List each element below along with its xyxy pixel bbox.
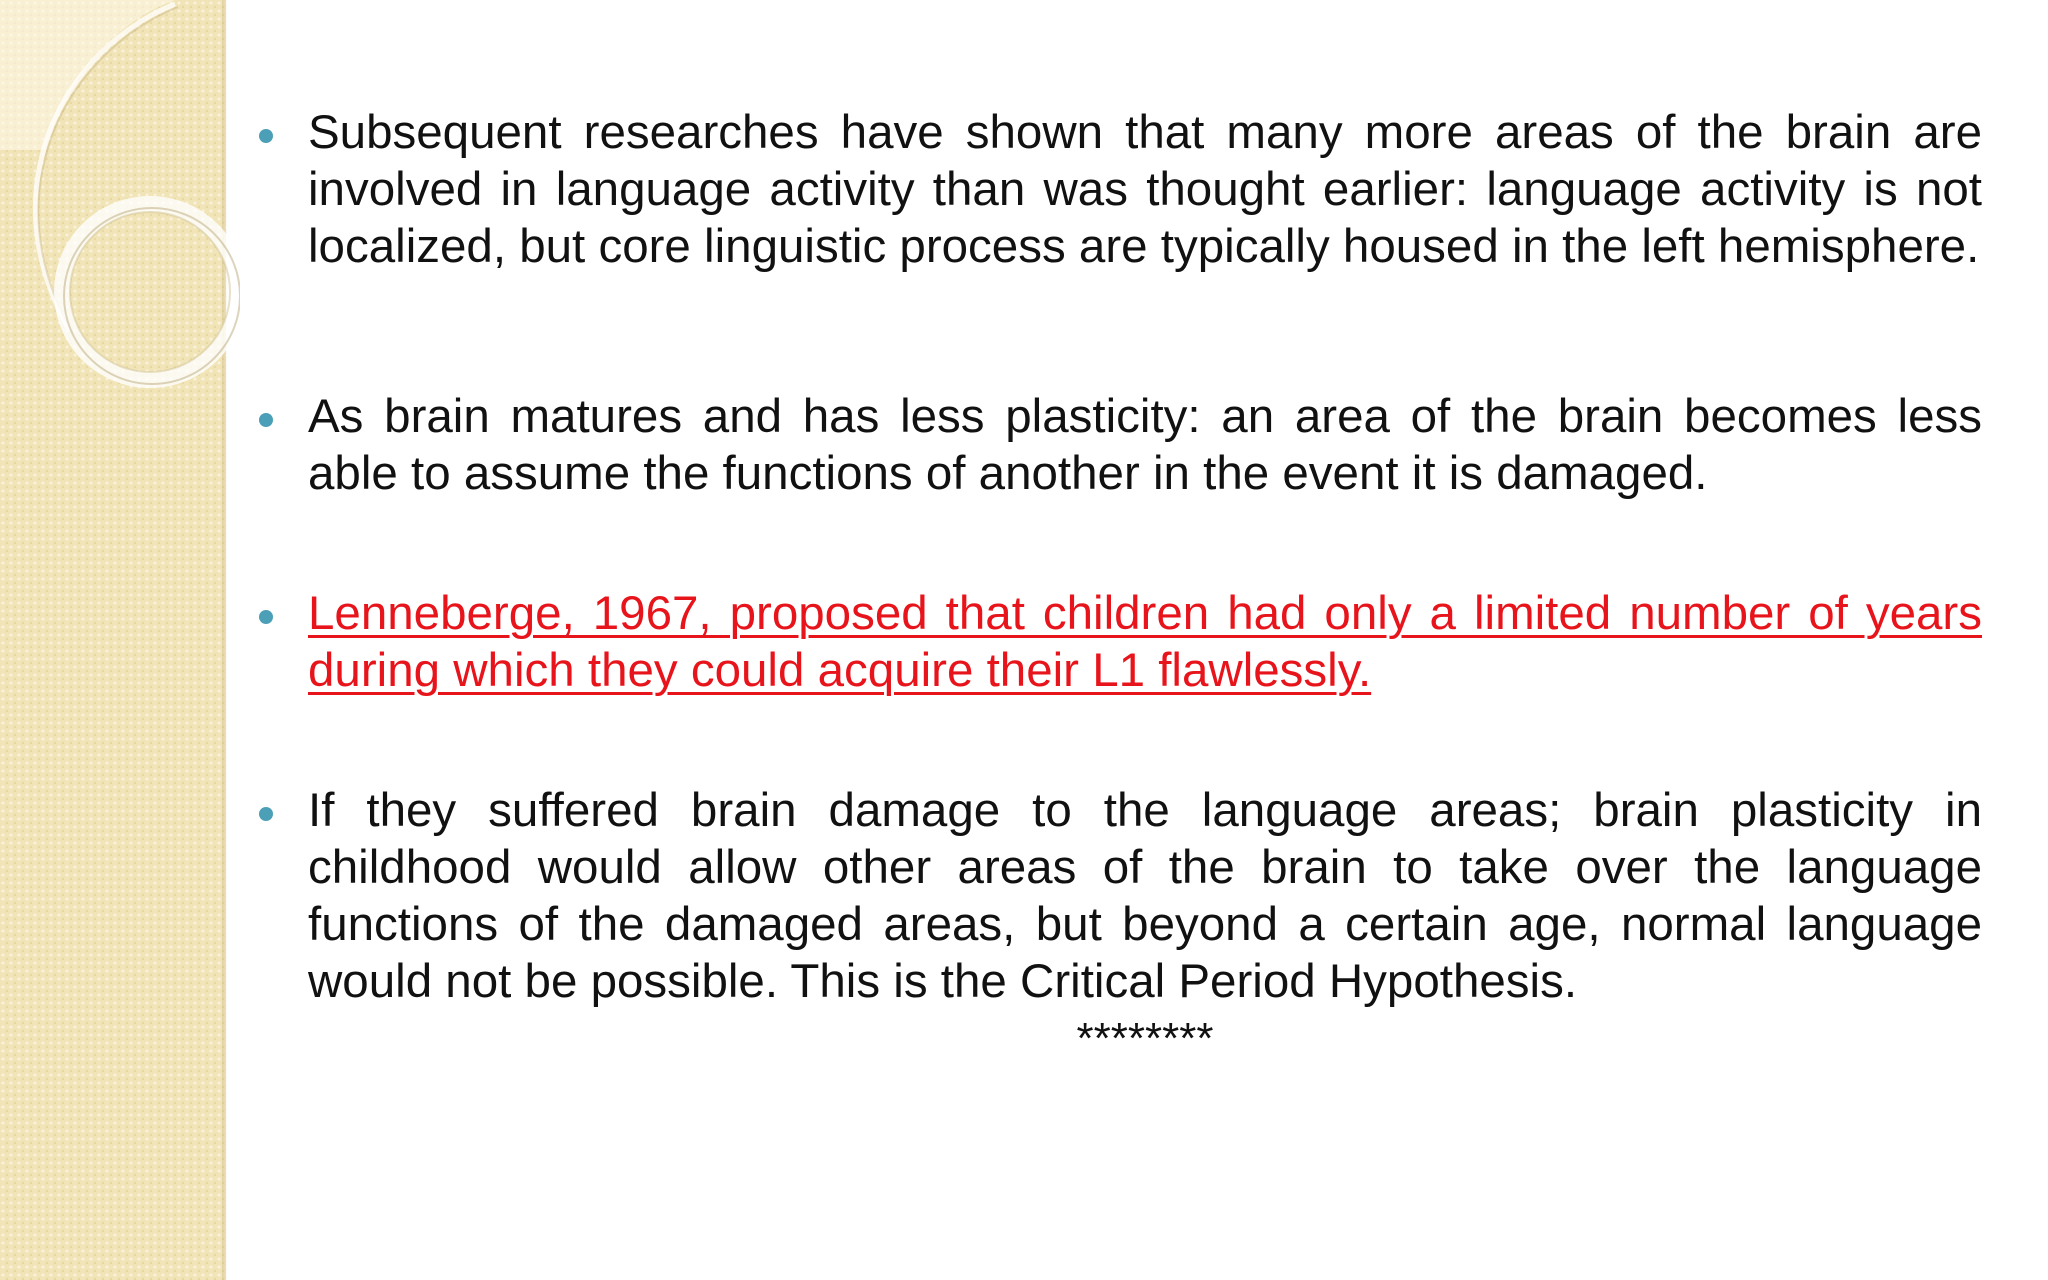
bullet-dot-icon bbox=[259, 610, 273, 624]
bullet-dot-icon bbox=[259, 807, 273, 821]
decorative-rings bbox=[0, 0, 240, 440]
bullet-item bbox=[254, 782, 1982, 1010]
bullet-item bbox=[254, 388, 1982, 502]
bullet-item bbox=[254, 104, 1982, 275]
bullet-dot-icon bbox=[259, 129, 273, 143]
bullet-dot-icon bbox=[259, 413, 273, 427]
separator-stars: ******** bbox=[1076, 1014, 1214, 1063]
bullet-text: Subsequent researches have shown that many more areas of the brain are involved in language activity than was thought earlier: language activity is not localized, but core linguistic process are typically housed in the left hemisphere. bbox=[308, 106, 1982, 273]
slide-content bbox=[254, 104, 1982, 1067]
bullet-text: If they suffered brain damage to the language areas; brain plasticity in childhood would allow other areas of the brain to take over the language functions of the damaged areas, but beyond a certain age, normal language would not be possible. This is the Critical Period Hypothesis. bbox=[308, 784, 1982, 1008]
bullet-text: Lenneberge, 1967, proposed that children had only a limited number of years during which they could acquire their L1 flawlessly. bbox=[308, 587, 1982, 697]
bullet-item-emphasized bbox=[254, 585, 1982, 699]
bullet-text: As brain matures and has less plasticity: an area of the brain becomes less able to assume the functions of another in the event it is damaged. bbox=[308, 390, 1982, 500]
